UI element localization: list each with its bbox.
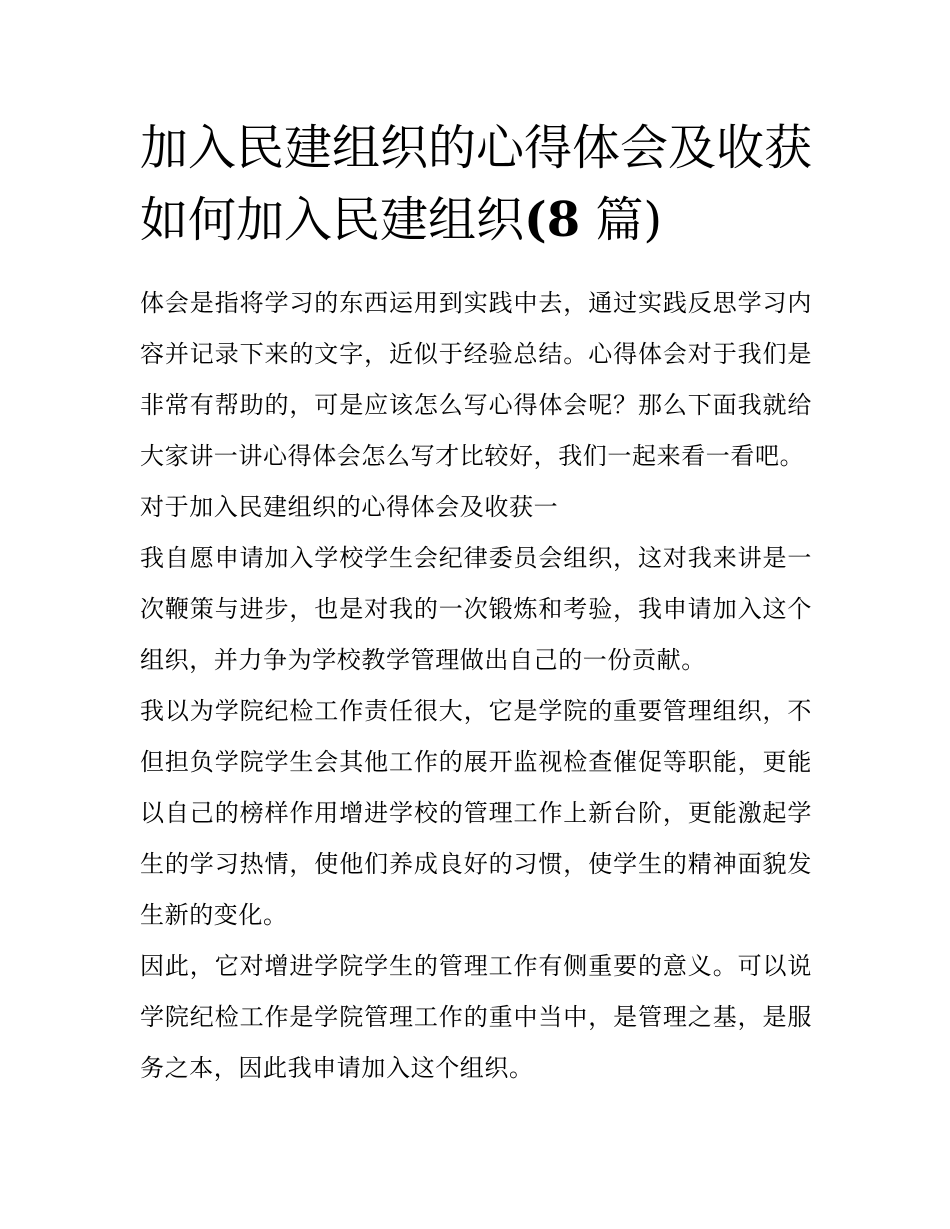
document-body <box>140 278 812 1094</box>
intro-paragraph: 体会是指将学习的东西运用到实践中去，通过实践反思学习内容并记录下来的文字，近似于经验总结。心得体会对于我们是非常有帮助的，可是应该怎么写心得体会呢？那么下面我就给大家讲一讲心得体会怎么写才比较好，我们一起来看一看吧。 <box>140 289 812 470</box>
title-count: (8 <box>524 192 581 248</box>
body-paragraph: 我以为学院纪检工作责任很大，它是学院的重要管理组织，不但担负学院学生会其他工作的展开监视检查催促等职能，更能以自己的榜样作用增进学校的管理工作上新台阶，更能激起学生的学习热情，使他们养成良好的习惯，使学生的精神面貌发生新的变化。 <box>140 697 812 929</box>
document-title <box>140 112 820 256</box>
title-text: 加入民建组织的心得体会及收获 如何加入民建组织 <box>140 120 813 248</box>
section-heading: 对于加入民建组织的心得体会及收获一 <box>140 493 559 521</box>
body-paragraph: 我自愿申请加入学校学生会纪律委员会组织，这对我来讲是一次鞭策与进步，也是对我的一次锻炼和考验，我申请加入这个组织，并力争为学校教学管理做出自己的一份贡献。 <box>140 544 812 674</box>
title-suffix: 篇) <box>580 192 663 248</box>
body-paragraph: 因此，它对增进学院学生的管理工作有侧重要的意义。可以说学院纪检工作是学院管理工作的重中当中，是管理之基，是服务之本，因此我申请加入这个组织。 <box>140 952 812 1082</box>
